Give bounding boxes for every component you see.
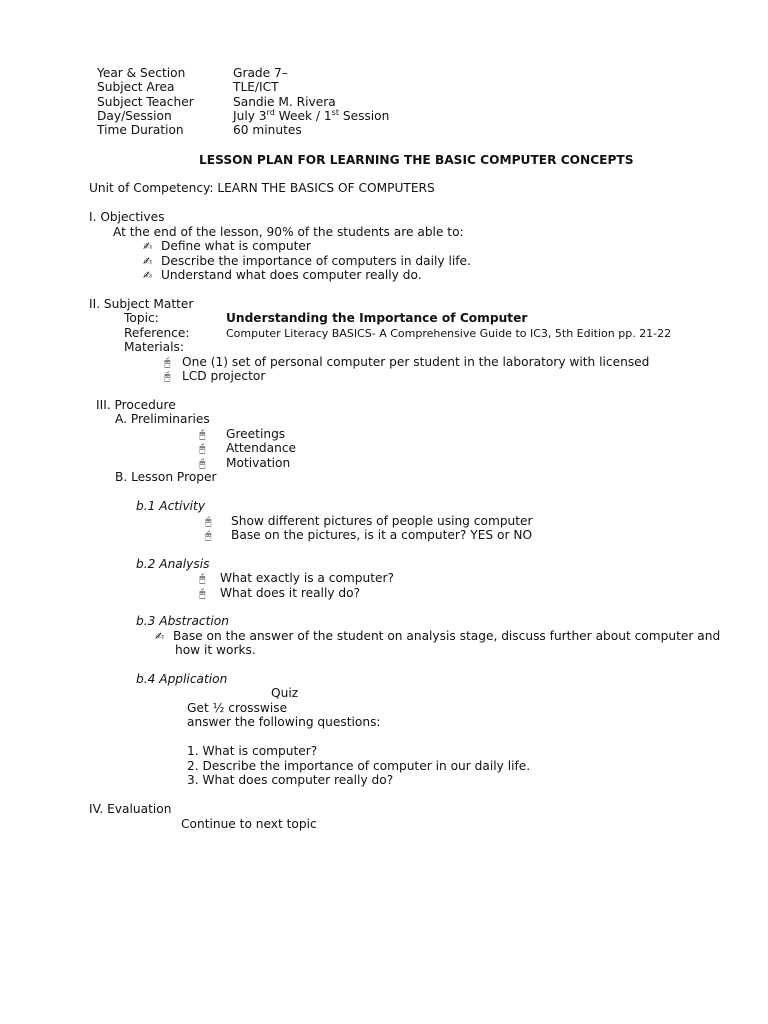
- header-value-duration: 60 minutes: [233, 123, 302, 137]
- pointing-mouse-icon: 🖰: [199, 457, 206, 470]
- material-item: 🖰 One (1) set of personal computer per student in the laboratory with licensed: [164, 355, 650, 369]
- abstraction-label: b.3 Abstraction: [136, 614, 229, 628]
- analysis-item: 🖰 What does it really do?: [199, 586, 361, 600]
- quiz-label: Quiz: [271, 686, 299, 700]
- header-value-day: July 3rd Week / 1st Session: [233, 107, 390, 123]
- reference-label: Reference:: [124, 326, 190, 340]
- unit-of-competency: Unit of Competency: LEARN THE BASICS OF COMPUTERS: [89, 181, 435, 195]
- header-value-teacher: Sandie M. Rivera: [233, 95, 336, 109]
- preliminaries-label: A. Preliminaries: [115, 412, 210, 426]
- evaluation-heading: IV. Evaluation: [89, 802, 172, 816]
- writing-hand-icon: ✍: [143, 240, 153, 253]
- objective-item: ✍ Define what is computer: [143, 239, 311, 253]
- subject-matter-heading: II. Subject Matter: [89, 297, 194, 311]
- objectives-heading: I. Objectives: [89, 210, 165, 224]
- analysis-label: b.2 Analysis: [136, 557, 210, 571]
- preliminary-item: 🖰 Motivation: [199, 456, 291, 470]
- procedure-heading: III. Procedure: [96, 398, 176, 412]
- pointing-mouse-icon: 🖰: [205, 529, 212, 542]
- quiz-question: 1. What is computer?: [187, 744, 318, 758]
- header-label-subject: Subject Area: [97, 80, 175, 94]
- lesson-proper-label: B. Lesson Proper: [115, 470, 217, 484]
- writing-hand-icon: ✍: [143, 255, 153, 268]
- activity-item: 🖰 Base on the pictures, is it a computer? YES or NO: [205, 528, 533, 542]
- abstraction-text-line: how it works.: [175, 643, 256, 657]
- quiz-question: 3. What does computer really do?: [187, 773, 394, 787]
- document-title: LESSON PLAN FOR LEARNING THE BASIC COMPUTER CONCEPTS: [199, 153, 634, 167]
- analysis-item: 🖰 What exactly is a computer?: [199, 571, 395, 585]
- pointing-mouse-icon: 🖰: [164, 356, 171, 369]
- pointing-mouse-icon: 🖰: [205, 515, 212, 528]
- application-label: b.4 Application: [136, 672, 228, 686]
- header-value-subject: TLE/ICT: [233, 80, 279, 94]
- activity-label: b.1 Activity: [136, 499, 206, 513]
- material-item: 🖰 LCD projector: [164, 369, 266, 383]
- pointing-mouse-icon: 🖰: [164, 370, 171, 383]
- reference-value: Computer Literacy BASICS- A Comprehensive Guide to IC3, 5th Edition pp. 21-22: [226, 327, 672, 340]
- evaluation-text: Continue to next topic: [181, 817, 317, 831]
- quiz-instruction: Get ½ crosswise: [187, 701, 288, 715]
- objectives-intro: At the end of the lesson, 90% of the students are able to:: [113, 225, 464, 239]
- preliminary-item: 🖰 Greetings: [199, 427, 286, 441]
- pointing-mouse-icon: 🖰: [199, 428, 206, 441]
- pointing-mouse-icon: 🖰: [199, 587, 206, 600]
- objective-item: ✍ Describe the importance of computers in daily life.: [143, 254, 471, 268]
- header-label-day: Day/Session: [97, 109, 172, 123]
- header-label-teacher: Subject Teacher: [97, 95, 194, 109]
- topic-value: Understanding the Importance of Computer: [226, 311, 528, 325]
- materials-label: Materials:: [124, 340, 184, 354]
- objective-item: ✍ Understand what does computer really do.: [143, 268, 422, 282]
- header-value-year: Grade 7–: [233, 66, 288, 80]
- topic-label: Topic:: [124, 311, 159, 325]
- header-label-year: Year & Section: [97, 66, 186, 80]
- writing-hand-icon: ✍: [155, 630, 165, 643]
- header-label-duration: Time Duration: [97, 123, 184, 137]
- activity-item: 🖰 Show different pictures of people using computer: [205, 514, 533, 528]
- pointing-mouse-icon: 🖰: [199, 442, 206, 455]
- preliminary-item: 🖰 Attendance: [199, 441, 297, 455]
- quiz-instruction: answer the following questions:: [187, 715, 381, 729]
- pointing-mouse-icon: 🖰: [199, 572, 206, 585]
- abstraction-text-line: ✍ Base on the answer of the student on analysis stage, discuss further about computer and: [155, 629, 721, 643]
- writing-hand-icon: ✍: [143, 269, 153, 282]
- quiz-question: 2. Describe the importance of computer in our daily life.: [187, 759, 531, 773]
